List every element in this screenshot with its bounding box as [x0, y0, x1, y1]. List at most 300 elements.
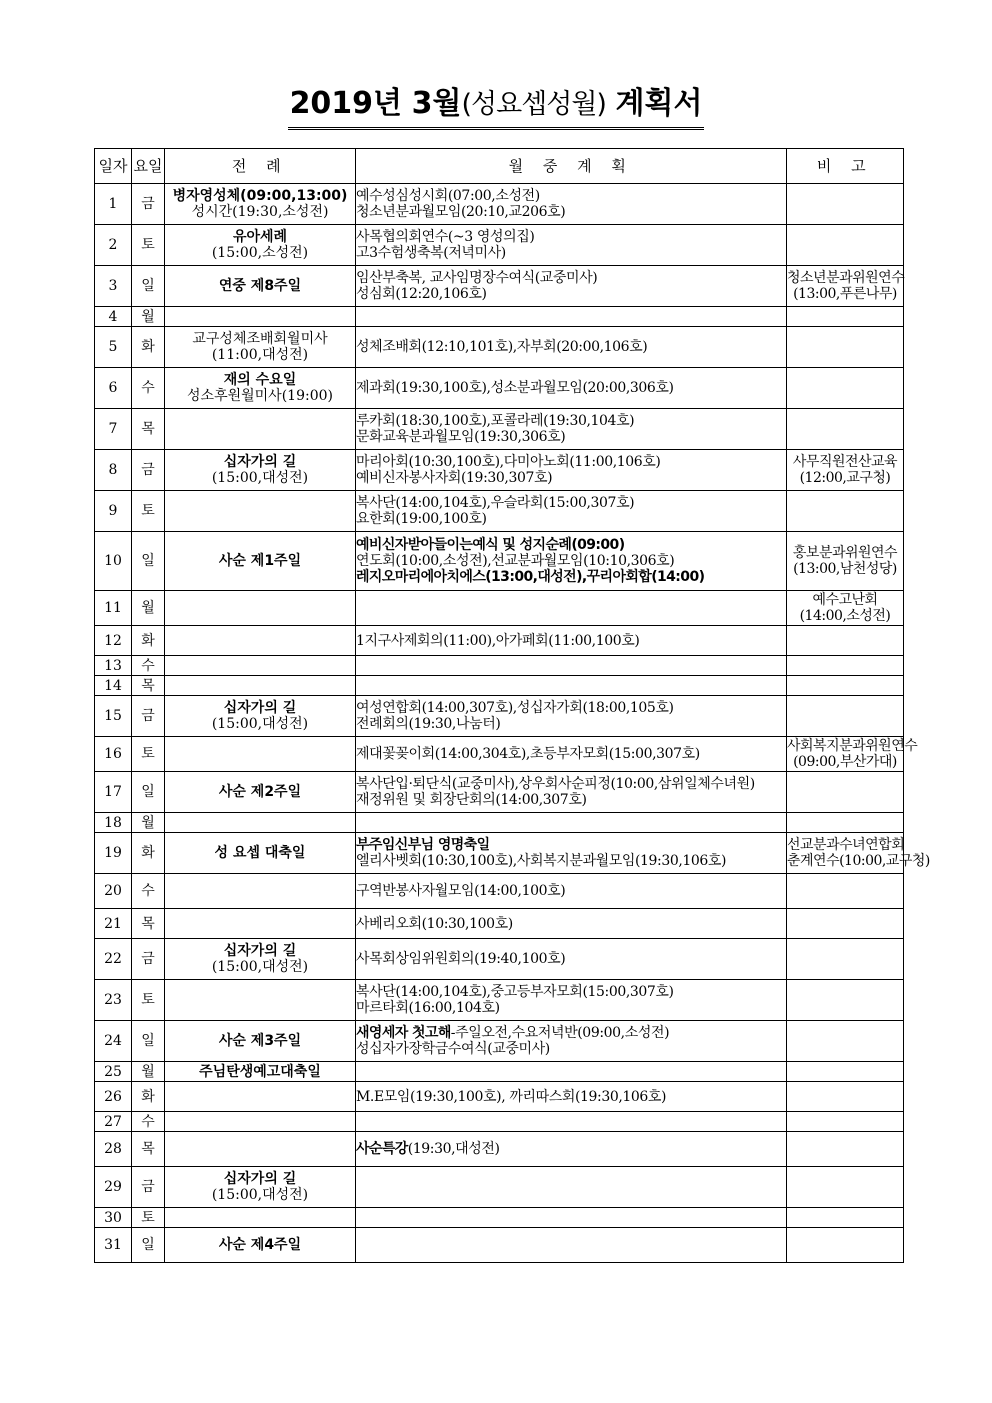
day-cell: 9	[95, 491, 132, 532]
event-line	[356, 1000, 786, 1016]
event-text: 1지구사제회의(11:00),아가페회(11:00,100호)	[356, 632, 640, 649]
table-row	[95, 909, 904, 939]
note-line: 사무직원전산교육	[792, 454, 898, 470]
events-cell	[356, 591, 787, 626]
liturgy-cell	[165, 656, 356, 676]
liturgy-line: 주님탄생예고대축일	[199, 1063, 321, 1080]
event-text: 청소년분과월모임(20:10,교206호)	[356, 204, 566, 220]
liturgy-line: 교구성체조배회월미사	[192, 331, 328, 347]
events-cell	[356, 874, 787, 909]
event-text: 여성연합회(14:00,307호),성십자가회(18:00,105호)	[356, 700, 674, 716]
event-line	[356, 270, 786, 286]
note-line: 춘계연수(10:00,교구청)	[787, 853, 930, 869]
event-text: M.E모임(19:30,100호), 까리따스회(19:30,106호)	[356, 1088, 667, 1105]
event-line	[356, 792, 786, 808]
liturgy-cell	[165, 591, 356, 626]
weekday-cell: 일	[132, 772, 165, 813]
weekday-cell: 일	[132, 1021, 165, 1062]
note-line: (12:00,교구청)	[799, 470, 891, 486]
event-text: 성체조배회(12:10,101호),자부회(20:00,106호)	[356, 339, 648, 355]
event-text: 사순특강	[356, 1141, 408, 1157]
weekday-cell: 목	[132, 676, 165, 696]
weekday-cell: 금	[132, 450, 165, 491]
note-cell	[787, 491, 904, 532]
events-cell	[356, 1208, 787, 1228]
table-row	[95, 939, 904, 980]
note-line: 홍보분과위원연수	[792, 545, 898, 561]
liturgy-line: 십자가의 길	[223, 454, 297, 470]
weekday-cell: 토	[132, 491, 165, 532]
table-row	[95, 656, 904, 676]
event-line	[356, 1025, 786, 1041]
day-cell: 20	[95, 874, 132, 909]
weekday-cell: 일	[132, 1228, 165, 1263]
event-line	[356, 837, 786, 853]
liturgy-line: 십자가의 길	[223, 943, 297, 959]
weekday-cell: 수	[132, 1112, 165, 1132]
events-cell	[356, 1062, 787, 1082]
events-cell	[356, 184, 787, 225]
events-cell	[356, 676, 787, 696]
title-subtitle: (성요셉성월)	[461, 89, 606, 120]
event-text: 성십자가장학금수여식(교중미사)	[356, 1041, 550, 1057]
table-row	[95, 266, 904, 307]
liturgy-line: 재의 수요일	[223, 372, 297, 388]
liturgy-cell	[165, 737, 356, 772]
note-cell	[787, 676, 904, 696]
monthly-plan-table	[94, 148, 930, 1263]
events-cell	[356, 737, 787, 772]
day-cell: 17	[95, 772, 132, 813]
note-line: (09:00,부산가대)	[793, 754, 897, 770]
events-cell	[356, 409, 787, 450]
events-cell	[356, 307, 787, 327]
note-cell	[787, 1112, 904, 1132]
note-cell	[787, 656, 904, 676]
day-cell: 25	[95, 1062, 132, 1082]
weekday-cell: 수	[132, 368, 165, 409]
title-text	[288, 84, 705, 130]
note-line: 사회복지분과위원연수	[787, 738, 918, 754]
note-cell	[787, 833, 930, 874]
header-note: 비 고	[787, 149, 904, 184]
day-cell: 29	[95, 1167, 132, 1208]
liturgy-cell	[165, 939, 356, 980]
event-line	[356, 454, 786, 470]
events-cell	[356, 813, 787, 833]
events-cell	[356, 1167, 787, 1208]
weekday-cell: 금	[132, 939, 165, 980]
events-cell	[356, 327, 787, 368]
event-text: 레지오마리에아치에스(13:00,대성전),꾸리아회합(14:00)	[356, 569, 705, 585]
table-row	[95, 772, 904, 813]
event-line	[356, 746, 786, 762]
table-row	[95, 491, 904, 532]
table-row	[95, 833, 904, 874]
table-row	[95, 450, 904, 491]
liturgy-line: (15:00,대성전)	[211, 716, 309, 732]
event-line	[356, 204, 786, 220]
document-title	[0, 84, 992, 130]
liturgy-cell	[165, 676, 356, 696]
events-cell	[356, 772, 787, 813]
liturgy-line: 성시간(19:30,소성전)	[191, 204, 329, 220]
events-cell	[356, 225, 787, 266]
table-row	[95, 1228, 904, 1263]
weekday-cell: 수	[132, 874, 165, 909]
liturgy-line: 사순 제2주일	[218, 784, 302, 800]
note-line: (13:00,푸른나무)	[793, 286, 897, 302]
events-cell	[356, 833, 787, 874]
weekday-cell: 목	[132, 1132, 165, 1167]
day-cell: 10	[95, 532, 132, 591]
liturgy-cell	[165, 532, 356, 591]
table-row	[95, 1082, 904, 1112]
liturgy-line: 유아세례	[232, 229, 288, 245]
table-body	[95, 184, 930, 1263]
events-cell	[356, 939, 787, 980]
liturgy-cell	[165, 874, 356, 909]
liturgy-line: 연중 제8주일	[218, 278, 302, 294]
liturgy-line: (15:00,대성전)	[211, 959, 309, 975]
day-cell: 14	[95, 676, 132, 696]
note-cell	[787, 737, 918, 772]
note-cell	[787, 450, 904, 491]
event-text: 예수성심성시회(07:00,소성전)	[356, 188, 540, 204]
liturgy-line: 병자영성체(09:00,13:00)	[172, 188, 348, 204]
day-cell: 2	[95, 225, 132, 266]
title-year: 2019년	[289, 86, 403, 121]
weekday-cell: 금	[132, 696, 165, 737]
note-cell	[787, 696, 904, 737]
event-line	[356, 984, 786, 1000]
weekday-cell: 월	[132, 1062, 165, 1082]
events-cell	[356, 1228, 787, 1263]
note-cell	[787, 1132, 904, 1167]
note-cell	[787, 626, 904, 656]
weekday-cell: 일	[132, 266, 165, 307]
liturgy-cell	[165, 1132, 356, 1167]
event-line	[356, 700, 786, 716]
note-cell	[787, 532, 904, 591]
liturgy-line: 성소후원월미사(19:00)	[187, 388, 333, 404]
note-cell	[787, 1228, 904, 1263]
weekday-cell: 화	[132, 327, 165, 368]
note-cell	[787, 772, 904, 813]
liturgy-cell	[165, 327, 356, 368]
weekday-cell: 월	[132, 813, 165, 833]
liturgy-line: 사순 제4주일	[218, 1237, 302, 1253]
day-cell: 5	[95, 327, 132, 368]
day-cell: 27	[95, 1112, 132, 1132]
event-text: 사목회상임위원회의(19:40,100호)	[356, 951, 566, 967]
header-day: 일자	[95, 149, 132, 184]
title-month: 3월	[411, 86, 462, 121]
weekday-cell: 일	[132, 532, 165, 591]
events-cell	[356, 368, 787, 409]
note-cell	[787, 184, 904, 225]
liturgy-cell	[165, 696, 356, 737]
liturgy-cell	[165, 307, 356, 327]
event-text: 마리아회(10:30,100호),다미아노회(11:00,106호)	[356, 454, 661, 470]
event-text: 복사단입·퇴단식(교중미사),상우회사순피정(10:00,삼위일체수녀원)	[356, 776, 755, 792]
event-line	[356, 286, 786, 302]
note-line: 청소년분과위원연수	[787, 270, 905, 286]
event-line	[356, 553, 786, 569]
event-line	[356, 511, 786, 527]
liturgy-cell	[165, 184, 356, 225]
liturgy-cell	[165, 813, 356, 833]
event-line	[356, 951, 786, 967]
note-cell	[787, 266, 904, 307]
weekday-cell: 목	[132, 409, 165, 450]
day-cell: 26	[95, 1082, 132, 1112]
header-liturgy: 전 례	[165, 149, 356, 184]
table-row	[95, 1021, 904, 1062]
events-cell	[356, 1132, 787, 1167]
event-line	[356, 633, 786, 649]
note-cell	[787, 909, 904, 939]
events-cell	[356, 1112, 787, 1132]
table-row	[95, 813, 904, 833]
event-line	[356, 716, 786, 732]
table-row	[95, 980, 904, 1021]
note-cell	[787, 225, 904, 266]
weekday-cell: 금	[132, 184, 165, 225]
event-line	[356, 916, 786, 932]
event-text: 부주임신부님 영명축일	[356, 837, 490, 853]
weekday-cell: 토	[132, 980, 165, 1021]
note-cell	[787, 1208, 904, 1228]
event-text: 예비신자받아들이는예식 및 성지순례(09:00)	[356, 537, 625, 553]
table-header-row	[95, 149, 904, 184]
event-text: 복사단(14:00,104호),우슬라회(15:00,307호)	[356, 495, 635, 511]
table-row	[95, 368, 904, 409]
liturgy-cell	[165, 1062, 356, 1082]
event-line	[356, 339, 786, 355]
events-cell	[356, 1021, 787, 1062]
event-line	[356, 853, 786, 869]
weekday-cell: 토	[132, 225, 165, 266]
note-cell	[787, 368, 904, 409]
note-cell	[787, 591, 904, 626]
table-row	[95, 1132, 904, 1167]
table-row	[95, 1062, 904, 1082]
day-cell: 15	[95, 696, 132, 737]
event-text: 고3수험생축복(저녁미사)	[356, 245, 506, 261]
events-cell	[356, 450, 787, 491]
event-text: 복사단(14:00,104호),중고등부자모회(15:00,307호)	[356, 984, 674, 1000]
event-line	[356, 883, 786, 899]
liturgy-cell	[165, 626, 356, 656]
liturgy-cell	[165, 491, 356, 532]
title-suffix: 계획서	[615, 86, 703, 121]
note-cell	[787, 1062, 904, 1082]
day-cell: 7	[95, 409, 132, 450]
event-line	[356, 1041, 786, 1057]
note-cell	[787, 813, 904, 833]
event-line	[356, 188, 786, 204]
liturgy-cell	[165, 1208, 356, 1228]
weekday-cell: 화	[132, 626, 165, 656]
event-line	[356, 495, 786, 511]
event-text: 연도회(10:00,소성전),선교분과월모임(10:10,306호)	[356, 553, 675, 569]
note-cell	[787, 874, 904, 909]
event-text: 사베리오회(10:30,100호)	[356, 915, 513, 932]
events-cell	[356, 656, 787, 676]
day-cell: 16	[95, 737, 132, 772]
liturgy-line: 사순 제1주일	[218, 553, 302, 569]
day-cell: 1	[95, 184, 132, 225]
event-detail: -주일오전,수요저녁반(09:00,소성전)	[450, 1025, 670, 1041]
weekday-cell: 월	[132, 591, 165, 626]
table-row	[95, 1112, 904, 1132]
liturgy-cell	[165, 409, 356, 450]
day-cell: 6	[95, 368, 132, 409]
weekday-cell: 금	[132, 1167, 165, 1208]
events-cell	[356, 909, 787, 939]
event-text: 사목협의회연수(~3 영성의집)	[356, 229, 535, 245]
event-line	[356, 1089, 786, 1105]
day-cell: 19	[95, 833, 132, 874]
table-row	[95, 737, 904, 772]
day-cell: 4	[95, 307, 132, 327]
note-cell	[787, 980, 904, 1021]
note-cell	[787, 1167, 904, 1208]
weekday-cell: 토	[132, 1208, 165, 1228]
table-row	[95, 1167, 904, 1208]
day-cell: 11	[95, 591, 132, 626]
note-cell	[787, 939, 904, 980]
liturgy-line: (15:00,대성전)	[211, 1187, 309, 1203]
note-cell	[787, 307, 904, 327]
events-cell	[356, 626, 787, 656]
day-cell: 8	[95, 450, 132, 491]
day-cell: 22	[95, 939, 132, 980]
liturgy-line: (15:00,소성전)	[211, 245, 309, 261]
event-line	[356, 413, 786, 429]
event-line	[356, 245, 786, 261]
event-text: 새영세자 첫고해	[356, 1025, 451, 1041]
event-text: 요한회(19:00,100호)	[356, 511, 487, 527]
event-text: 예비신자봉사자회(19:30,307호)	[356, 470, 553, 486]
events-cell	[356, 532, 787, 591]
liturgy-cell	[165, 225, 356, 266]
liturgy-line: (11:00,대성전)	[211, 347, 309, 363]
event-line	[356, 380, 786, 396]
note-line: (13:00,남천성당)	[793, 561, 897, 577]
liturgy-line: (15:00,대성전)	[211, 470, 309, 486]
day-cell: 23	[95, 980, 132, 1021]
liturgy-cell	[165, 1167, 356, 1208]
table-row	[95, 591, 904, 626]
events-cell	[356, 1082, 787, 1112]
note-line: 예수고난회	[812, 592, 878, 608]
event-line	[356, 429, 786, 445]
liturgy-cell	[165, 368, 356, 409]
event-text: 마르타회(16:00,104호)	[356, 1000, 500, 1016]
note-line: (14:00,소성전)	[799, 608, 891, 624]
event-text: 제과회(19:30,100호),성소분과월모임(20:00,306호)	[356, 380, 674, 396]
event-line	[356, 229, 786, 245]
day-cell: 18	[95, 813, 132, 833]
liturgy-cell	[165, 450, 356, 491]
table-row	[95, 874, 904, 909]
liturgy-cell	[165, 1021, 356, 1062]
note-cell	[787, 327, 904, 368]
header-weekday: 요일	[132, 149, 165, 184]
day-cell: 21	[95, 909, 132, 939]
table-row	[95, 184, 904, 225]
event-line	[356, 470, 786, 486]
weekday-cell: 월	[132, 307, 165, 327]
day-cell: 30	[95, 1208, 132, 1228]
liturgy-cell	[165, 772, 356, 813]
liturgy-cell	[165, 980, 356, 1021]
weekday-cell: 목	[132, 909, 165, 939]
day-cell: 3	[95, 266, 132, 307]
liturgy-line: 십자가의 길	[223, 1171, 297, 1187]
event-text: 구역반봉사자월모임(14:00,100호)	[356, 883, 566, 899]
weekday-cell: 수	[132, 656, 165, 676]
day-cell: 24	[95, 1021, 132, 1062]
day-cell: 13	[95, 656, 132, 676]
liturgy-cell	[165, 1112, 356, 1132]
liturgy-cell	[165, 833, 356, 874]
event-text: 성심회(12:20,106호)	[356, 286, 487, 302]
weekday-cell: 화	[132, 833, 165, 874]
note-cell	[787, 1021, 904, 1062]
event-detail: (19:30,대성전)	[407, 1141, 500, 1157]
event-line	[356, 537, 786, 553]
table-row	[95, 696, 904, 737]
events-cell	[356, 266, 787, 307]
event-line	[356, 776, 786, 792]
weekday-cell: 화	[132, 1082, 165, 1112]
table-row	[95, 327, 904, 368]
event-text: 제대꽃꽂이회(14:00,304호),초등부자모회(15:00,307호)	[356, 746, 700, 762]
day-cell: 28	[95, 1132, 132, 1167]
table-row	[95, 626, 904, 656]
event-text: 엘리사벳회(10:30,100호),사회복지분과월모임(19:30,106호)	[356, 853, 727, 869]
table-row	[95, 1208, 904, 1228]
event-line	[356, 569, 786, 585]
event-line	[356, 1141, 786, 1157]
note-line: 선교분과수녀연합회	[787, 837, 905, 853]
liturgy-cell	[165, 909, 356, 939]
table-row	[95, 409, 904, 450]
liturgy-line: 사순 제3주일	[218, 1033, 302, 1049]
liturgy-line: 성 요셉 대축일	[214, 845, 306, 861]
liturgy-cell	[165, 1228, 356, 1263]
table-row	[95, 676, 904, 696]
event-text: 전례회의(19:30,나눔터)	[356, 716, 501, 732]
liturgy-cell	[165, 266, 356, 307]
liturgy-cell	[165, 1082, 356, 1112]
events-cell	[356, 491, 787, 532]
table-row	[95, 532, 904, 591]
day-cell: 31	[95, 1228, 132, 1263]
note-cell	[787, 1082, 904, 1112]
events-cell	[356, 980, 787, 1021]
event-text: 임산부축복, 교사임명장수여식(교중미사)	[356, 270, 598, 286]
header-plan: 월 중 계 획	[356, 149, 787, 184]
table-row	[95, 225, 904, 266]
day-cell: 12	[95, 626, 132, 656]
table-row	[95, 307, 904, 327]
event-text: 재정위원 및 회장단회의(14:00,307호)	[356, 792, 587, 808]
weekday-cell: 토	[132, 737, 165, 772]
